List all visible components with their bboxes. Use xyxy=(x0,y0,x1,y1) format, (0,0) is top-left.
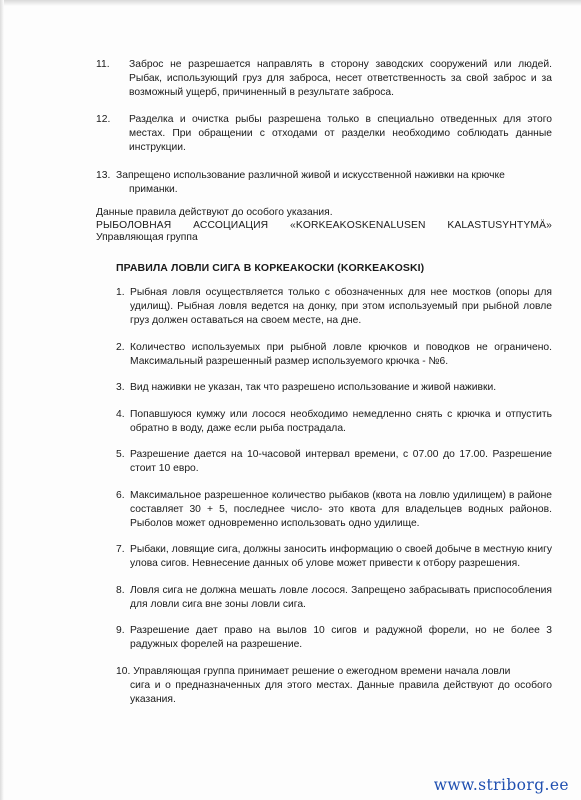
rule-item-11 xyxy=(96,58,552,100)
rule-text-lead: Управляющая группа принимает решение о ежегодном времени начала ловли xyxy=(133,665,511,677)
rule-item-5 xyxy=(116,448,552,476)
rule-text: Разрешение дает право на вылов 10 сигов и радужной форели, но не более 3 радужных форелей на разрешение. xyxy=(130,625,552,650)
rule-number: 5. xyxy=(116,449,125,460)
rule-text-continuation: приманки. xyxy=(129,184,178,195)
rule-item-4 xyxy=(116,408,552,436)
rule-number: 10. xyxy=(116,665,131,677)
rule-text: Заброс не разрешается направлять в сторону заводских сооружений или людей. Рыбак, использующий груз для заброса, несет ответственность за свой заброс и за возможный ущерб, причиненный в результате заброса. xyxy=(129,59,552,98)
rule-text: Рыбаки, ловящие сига, должны заносить информацию о своей добыче в местную книгу улова сигов. Невнесение данных об улове может привести к отбору разрешения. xyxy=(130,544,552,569)
rule-text: Рыбная ловля осуществляется только с обозначенных для нее мостков (опоры для удилищ). Рыбная ловля ведется на донку, при этом используемый при рыбной ловле груз должен оставаться на своем месте, на дне. xyxy=(130,287,552,326)
rule-text: Ловля сига не должна мешать ловле лосося. Запрещено забрасывать приспособления для ловли сига вне зоны ловли сига. xyxy=(130,584,552,610)
rule-item-13 xyxy=(96,169,552,197)
rule-item-8 xyxy=(116,584,552,612)
rule-text-continuation: сига и о предназначенных для этого местах. Данные правила действуют до особого указания. xyxy=(130,679,552,705)
rule-number: 6. xyxy=(116,489,125,501)
rule-number: 12. xyxy=(96,114,111,125)
rule-item-1 xyxy=(116,286,552,328)
rule-item-2 xyxy=(116,341,552,369)
rule-item-6 xyxy=(116,489,552,531)
rule-text: Попавшуюся кумжу или лосося необходимо немедленно снять с крючка и отпустить обратно в воду, даже если рыба пострадала. xyxy=(130,408,552,434)
management-group: Управляющая группа xyxy=(96,232,198,243)
rule-number: 8. xyxy=(116,584,125,596)
scan-shadow-left xyxy=(0,0,4,800)
whitefish-rules-list xyxy=(116,286,552,719)
rule-item-9 xyxy=(116,624,552,652)
rule-number: 2. xyxy=(116,341,125,353)
rule-text: Разрешение дается на 10-часовой интервал времени, с 07.00 до 17.00. Разрешение стоит 10 евро. xyxy=(130,449,552,474)
rule-item-3 xyxy=(116,381,552,395)
rule-number: 9. xyxy=(116,625,125,636)
rule-text: Максимальное разрешенное количество рыбаков (квота на ловлю удилищем) в районе составляет 30 + 5, последнее число- это квота для владельцев водных районов. Рыболов может одновременно использовать одно удилище. xyxy=(130,489,552,529)
rule-item-10 xyxy=(116,665,552,707)
website-watermark: www.striborg.ee xyxy=(433,776,569,794)
rule-text xyxy=(116,665,552,707)
rule-item-12 xyxy=(96,113,552,155)
rule-number: 1. xyxy=(116,287,125,298)
section-title: ПРАВИЛА ЛОВЛИ СИГА В КОРКЕАКОСКИ (KORKEAKOSKI) xyxy=(116,262,425,274)
rule-number: 3. xyxy=(116,382,125,393)
rule-item-7 xyxy=(116,543,552,571)
rule-text: Количество используемых при рыбной ловле крючков и поводков не ограничено. Максимальный разрешенный размер используемого крючка - №6. xyxy=(130,341,552,367)
rule-text: Вид наживки не указан, так что разрешено использование и живой наживки. xyxy=(130,382,497,393)
scan-shadow-top xyxy=(0,0,581,6)
rule-text: Запрещено использование различной живой и искусственной наживки на крючке xyxy=(116,170,505,181)
top-rules-list xyxy=(96,58,552,197)
association-name: РЫБОЛОВНАЯ АССОЦИАЦИЯ «KORKEAKOSKENALUSEN KALASTUSYHTYMÄ» xyxy=(96,219,552,231)
validity-note: Данные правила действуют до особого указания. xyxy=(96,207,333,218)
rule-number: 13. xyxy=(96,170,111,181)
rule-number: 7. xyxy=(116,544,125,555)
rule-number: 4. xyxy=(116,408,125,420)
rule-text: Разделка и очистка рыбы разрешена только в специально отведенных для этого местах. При обращении с отходами от разделки необходимо соблюдать данные инструкции. xyxy=(129,114,552,153)
signature-block xyxy=(96,207,552,245)
rule-number: 11. xyxy=(96,59,110,70)
rule-text-first-line xyxy=(116,665,552,679)
